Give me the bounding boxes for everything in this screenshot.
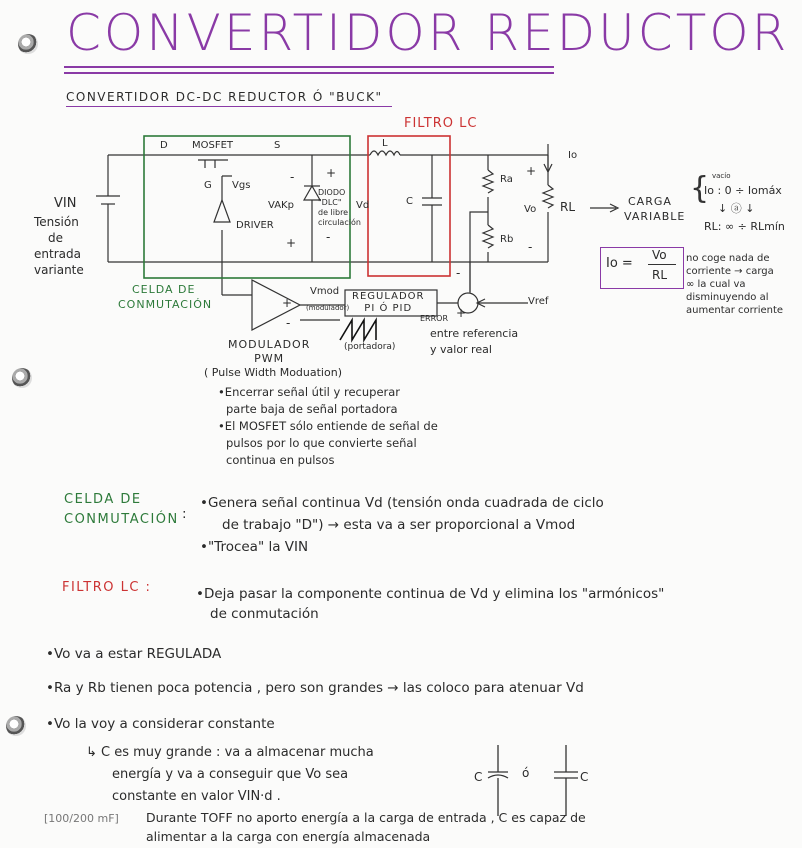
celda-line: CONMUTACIÓN — [118, 298, 213, 311]
diodo-line: circulación — [318, 218, 361, 227]
carga-range-line: RL: ∞ ÷ RLmín — [704, 220, 785, 233]
carga-note-line: aumentar corriente — [686, 305, 784, 316]
vmod-sub-label: (modulador) — [306, 304, 350, 312]
celda-heading-line: CONMUTACIÓN — [64, 512, 179, 527]
carga-range-line: Io : 0 ÷ Iomáx — [704, 184, 782, 197]
celda-heading-line: CELDA DE — [64, 492, 142, 507]
minus-sign: - — [286, 316, 291, 330]
plus-sign: + — [526, 164, 537, 178]
modulador-line: MODULADOR — [228, 338, 311, 351]
note-item: • Vo va a estar REGULADA — [46, 646, 221, 662]
plus-sign: + — [282, 296, 293, 310]
minus-sign: - — [528, 240, 533, 254]
carga-note-line: disminuyendo al — [686, 292, 769, 303]
inductor-label: L — [382, 138, 388, 149]
filtro-body-line: de conmutación — [210, 606, 319, 622]
brace-icon: { — [690, 171, 710, 206]
carga-line: CARGA — [628, 195, 672, 208]
ra-label: Ra — [500, 174, 513, 185]
footer-line: alimentar a la carga con energía almacenada — [146, 829, 431, 844]
gate-label: G — [204, 180, 212, 191]
mosfet-label: MOSFET — [192, 140, 234, 151]
note-item: • Vo la voy a considerar constante — [46, 716, 275, 732]
diodo-label — [318, 188, 361, 228]
page-title: CONVERTIDOR REDUCTOR — [66, 4, 790, 62]
vin-desc-line: de — [48, 231, 63, 245]
carga-variable-label — [624, 194, 685, 224]
plus-sign: + — [286, 236, 297, 250]
capacitor-label: C — [406, 196, 413, 207]
vin-desc-line: Tensión — [34, 215, 79, 229]
capacitor-symbol-label: C — [474, 770, 483, 784]
io-label: Io — [568, 150, 578, 161]
minus-sign: - — [456, 266, 461, 280]
carga-note-line: corriente → carga — [686, 266, 774, 277]
carga-note — [686, 252, 783, 317]
pwm-description: ( Pulse Width Moduation) — [204, 366, 342, 379]
filtro-lc-label: FILTRO LC — [404, 116, 478, 131]
io-equation-den: RL — [652, 268, 668, 282]
note-item: • Ra y Rb tienen poca potencia , pero son grandes → las coloco para atenuar Vd — [46, 680, 584, 696]
vd-label: Vd — [356, 200, 370, 211]
vo-label: Vo — [524, 204, 537, 215]
vin-description — [34, 214, 84, 278]
vin-desc-line: entrada — [34, 247, 81, 261]
rb-label: Rb — [500, 234, 514, 245]
io-equation-left: Io = — [606, 256, 633, 271]
celda-section-body — [200, 492, 604, 558]
error-desc-line: entre referencia — [430, 327, 519, 340]
capacitor-note-line: constante en valor VIN·d . — [112, 789, 281, 804]
drain-label: D — [160, 140, 168, 151]
celda-body-line: de trabajo "D") → esta va a ser proporcional a Vmod — [222, 517, 576, 533]
filtro-section-body — [196, 584, 664, 624]
celda-colon: : — [182, 506, 187, 522]
regulador-line: REGULADOR — [352, 291, 425, 302]
error-description — [430, 326, 518, 358]
fraction-bar — [648, 264, 676, 265]
celda-line: CELDA DE — [132, 283, 196, 296]
carga-range — [704, 182, 785, 236]
source-label: S — [274, 140, 281, 151]
diodo-line: de libre — [318, 208, 349, 217]
diodo-line: "DLC" — [318, 198, 342, 207]
pwm-bullets — [218, 384, 438, 469]
regulador-box-label — [352, 291, 425, 315]
capacitor-symbol-label: C — [580, 770, 589, 784]
capacitor-range: [100/200 mF] — [44, 812, 119, 825]
vin-desc-line: variante — [34, 263, 84, 277]
vacio-label: vacío — [712, 172, 731, 180]
vin-label: VIN — [54, 196, 77, 211]
minus-sign: - — [290, 170, 295, 184]
vref-label: Vref — [528, 296, 549, 307]
rl-label: RL — [560, 200, 576, 214]
vakp-label: VAKp — [268, 200, 294, 211]
celda-conmutacion-label — [118, 282, 212, 312]
error-desc-line: y valor real — [430, 343, 492, 356]
pwm-bullet: continua en pulsos — [226, 453, 335, 467]
vgs-label: Vgs — [232, 180, 251, 191]
minus-sign: - — [326, 230, 331, 244]
portadora-label: (portadora) — [344, 342, 396, 352]
regulador-line: PI Ó PID — [364, 303, 413, 314]
pwm-bullet: parte baja de señal portadora — [226, 402, 398, 416]
pwm-bullet: pulsos por lo que convierte señal — [226, 436, 417, 450]
vmod-label: Vmod — [310, 286, 340, 297]
filtro-body-line: • Deja pasar la componente continua de Vd y elimina los "armónicos" — [196, 584, 664, 604]
modulador-line: PWM — [254, 352, 285, 365]
pwm-bullet: • El MOSFET sólo entiende de señal de — [218, 418, 438, 435]
celda-body-line: • "Trocea" la VIN — [200, 536, 604, 558]
celda-body-line: • Genera señal continua Vd (tensión onda cuadrada de ciclo — [200, 492, 604, 514]
capacitor-note — [86, 742, 374, 808]
celda-section-heading — [64, 490, 179, 530]
footer-text — [146, 808, 586, 846]
capacitor-note-line: energía y va a conseguir que Vo sea — [112, 767, 349, 782]
plus-sign: + — [326, 166, 337, 180]
capacitor-note-line: ↳ C es muy grande : va a almacenar mucha — [86, 745, 374, 760]
carga-note-line: ∞ la cual va — [686, 279, 746, 290]
driver-label: DRIVER — [236, 220, 274, 231]
error-label: ERROR — [420, 314, 449, 323]
carga-line: VARIABLE — [624, 210, 686, 223]
carga-range-line: ↓ ⓐ ↓ — [718, 202, 755, 215]
carga-note-line: no coge nada de — [686, 253, 770, 264]
footer-line: Durante TOFF no aporto energía a la carga de entrada , C es capaz de — [146, 810, 586, 825]
diodo-line: DIODO — [318, 188, 346, 197]
io-equation-num: Vo — [652, 248, 667, 262]
modulador-label — [228, 338, 310, 366]
or-label: ó — [522, 766, 530, 780]
filtro-section-heading: FILTRO LC : — [62, 580, 152, 595]
plus-sign: + — [456, 306, 467, 320]
pwm-bullet: • Encerrar señal útil y recuperar — [218, 384, 438, 401]
page-subtitle: CONVERTIDOR DC-DC REDUCTOR Ó "BUCK" — [66, 90, 383, 104]
